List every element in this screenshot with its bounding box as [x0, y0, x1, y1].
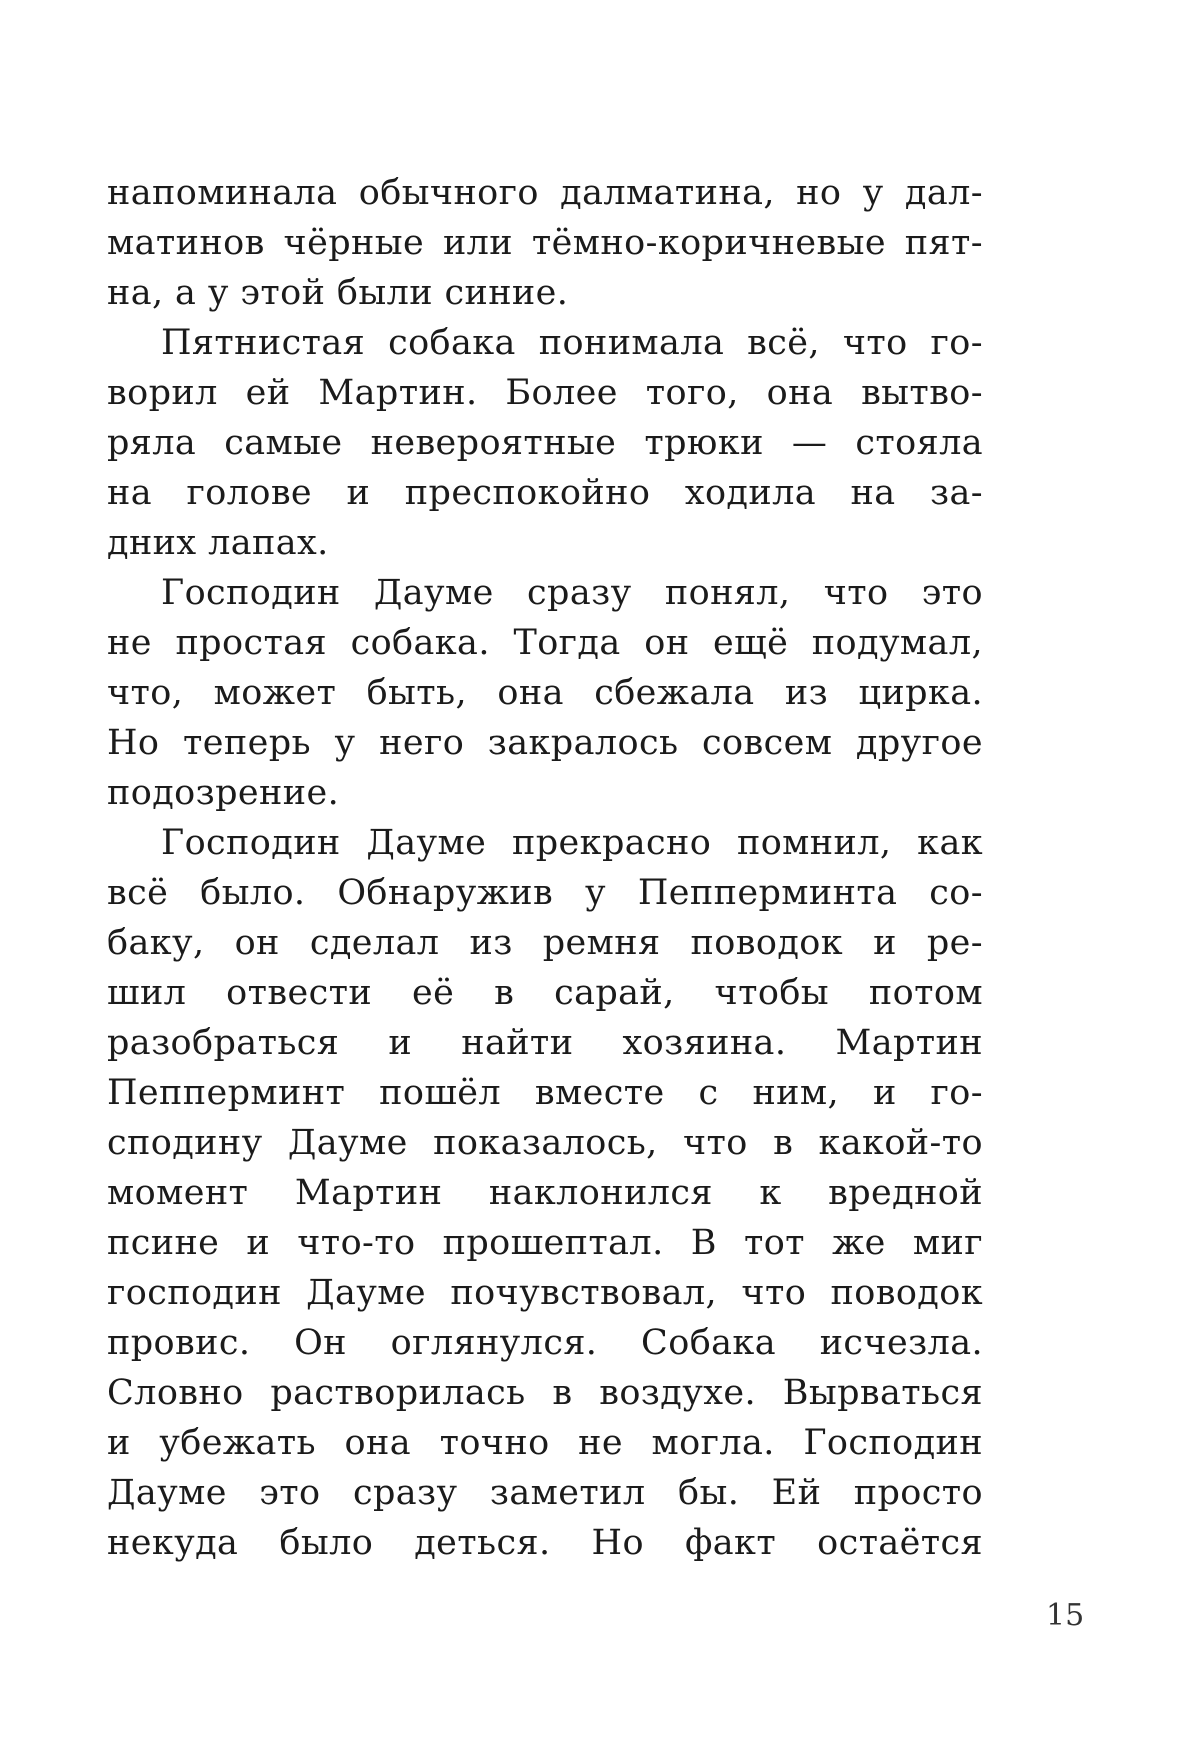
text-line: напоминала обычного далматина, но у дал- — [107, 173, 983, 213]
text-line: Дауме это сразу заметил бы. Ей просто — [107, 1473, 983, 1513]
paragraph-start-line: Господин Дауме сразу понял, что это — [161, 573, 983, 613]
text-line: и убежать она точно не могла. Господин — [107, 1423, 983, 1463]
text-line: не простая собака. Тогда он ещё подумал, — [107, 623, 983, 663]
text-line: разобраться и найти хозяина. Мартин — [107, 1023, 983, 1063]
text-line: на, а у этой были синие. — [107, 273, 569, 313]
text-line: сподину Дауме показалось, что в какой-то — [107, 1123, 983, 1163]
text-line: на голове и преспокойно ходила на за- — [107, 473, 983, 513]
text-line: подозрение. — [107, 773, 340, 813]
text-line: матинов чёрные или тёмно-коричневые пят- — [107, 223, 983, 263]
text-line: Словно растворилась в воздухе. Вырваться — [107, 1373, 983, 1413]
text-line: некуда было деться. Но факт остаётся — [107, 1523, 983, 1563]
text-line: шил отвести её в сарай, чтобы потом — [107, 973, 983, 1013]
paragraph-start-line: Господин Дауме прекрасно помнил, как — [161, 823, 983, 863]
text-line: Пепперминт пошёл вместе с ним, и го- — [107, 1073, 983, 1113]
text-line: Но теперь у него закралось совсем другое — [107, 723, 983, 763]
text-line: что, может быть, она сбежала из цирка. — [107, 673, 983, 713]
text-line: ворил ей Мартин. Более того, она вытво- — [107, 373, 983, 413]
body-text — [107, 168, 983, 1568]
text-line: господин Дауме почувствовал, что поводок — [107, 1273, 983, 1313]
page-number: 15 — [1046, 1598, 1085, 1633]
paragraph-start-line: Пятнистая собака понимала всё, что го- — [161, 323, 983, 363]
text-line: баку, он сделал из ремня поводок и ре- — [107, 923, 983, 963]
text-line: момент Мартин наклонился к вредной — [107, 1173, 983, 1213]
text-line: ряла самые невероятные трюки — стояла — [107, 423, 983, 463]
text-line: провис. Он оглянулся. Собака исчезла. — [107, 1323, 983, 1363]
text-line: псине и что-то прошептал. В тот же миг — [107, 1223, 983, 1263]
text-line: дних лапах. — [107, 523, 329, 563]
text-line: всё было. Обнаружив у Пепперминта со- — [107, 873, 983, 913]
